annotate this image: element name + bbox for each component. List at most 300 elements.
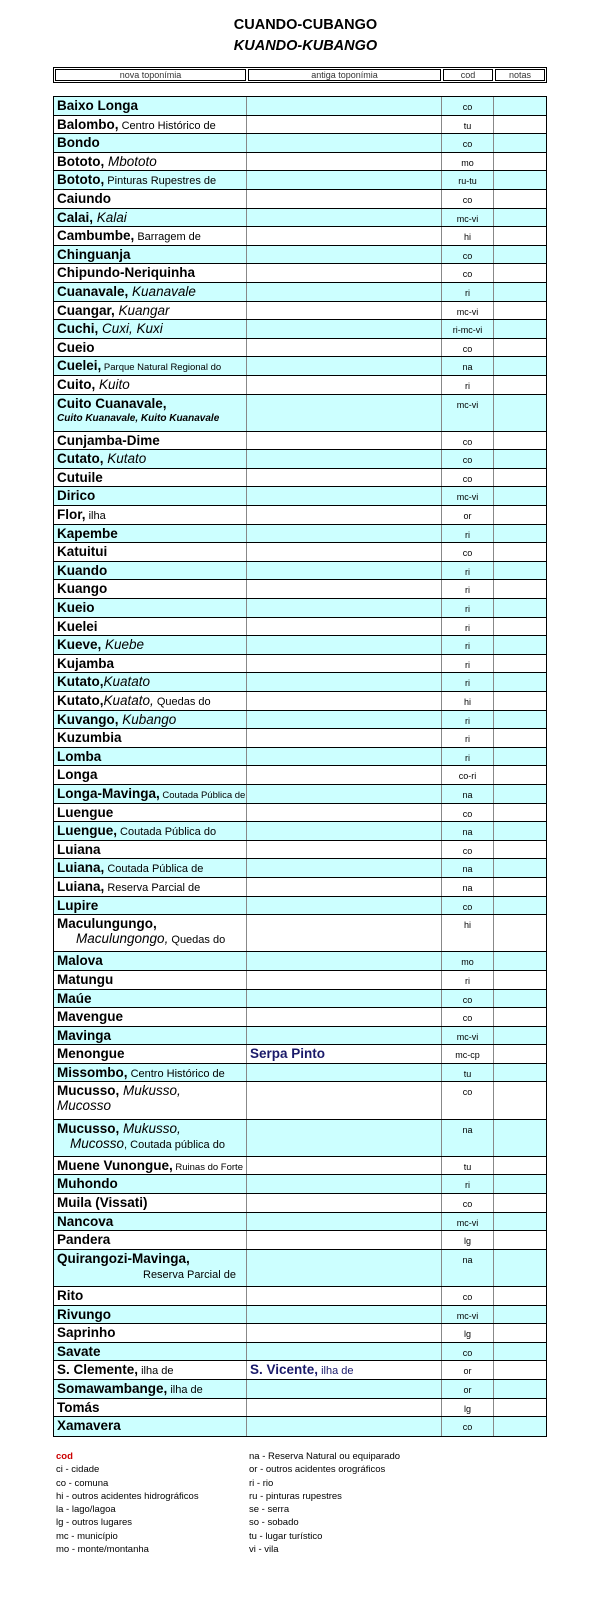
- legend-entry: co - comuna: [56, 1477, 109, 1489]
- toponym-second-line: [57, 1136, 246, 1151]
- cod-cell: ri: [442, 562, 494, 580]
- toponym-name: Kuzumbia: [57, 730, 122, 746]
- nova-toponimia-cell: [54, 1250, 247, 1286]
- toponym-name: Luiana,: [57, 878, 105, 894]
- cod-cell: co: [442, 264, 494, 282]
- antiga-toponimia-cell: [247, 1157, 442, 1175]
- antiga-toponimia-cell: [247, 543, 442, 561]
- table-row: [54, 97, 546, 116]
- table-row: [54, 1027, 546, 1046]
- antiga-toponimia-cell: [247, 246, 442, 264]
- table-row: [54, 1417, 546, 1436]
- cod-cell: co: [442, 543, 494, 561]
- toponym-second-line: [57, 411, 246, 424]
- nova-toponimia-cell: [54, 636, 247, 654]
- cod-cell: ri: [442, 580, 494, 598]
- cod-cell: co: [442, 190, 494, 208]
- notas-cell: [494, 209, 546, 227]
- toponym-descriptor: Centro Histórico de: [127, 1067, 225, 1080]
- notas-cell: [494, 636, 546, 654]
- nova-toponimia-cell: [54, 1027, 247, 1045]
- toponym-name: Lomba: [57, 748, 102, 764]
- notas-cell: [494, 692, 546, 710]
- antiga-toponimia-cell: [247, 1343, 442, 1361]
- toponym-name: Xamavera: [57, 1418, 121, 1434]
- toponym-name: Maúe: [57, 990, 92, 1006]
- antiga-toponimia-cell: [247, 748, 442, 766]
- table-row: [54, 209, 546, 228]
- cod-cell: mc-vi: [442, 1306, 494, 1324]
- nova-toponimia-cell: [54, 599, 247, 617]
- toponym-variant: Mucosso: [70, 1135, 125, 1151]
- table-row: [54, 1120, 546, 1157]
- notas-cell: [494, 283, 546, 301]
- toponym-descriptor: Centro Histórico de: [118, 119, 216, 132]
- nova-toponimia-cell: [54, 469, 247, 487]
- notas-cell: [494, 971, 546, 989]
- legend-entry: hi - outros acidentes hidrográficos: [56, 1490, 199, 1502]
- toponym-name: Kueio: [57, 600, 95, 616]
- toponym-name: Saprinho: [57, 1325, 116, 1341]
- nova-toponimia-cell: [54, 859, 247, 877]
- nova-toponimia-cell: [54, 897, 247, 915]
- nova-toponimia-cell: [54, 729, 247, 747]
- cod-cell: or: [442, 1361, 494, 1379]
- cod-cell: mo: [442, 952, 494, 970]
- toponym-name: Mucusso,: [57, 1120, 120, 1136]
- antiga-toponimia-cell: [247, 1194, 442, 1212]
- notas-cell: [494, 1120, 546, 1156]
- table-row: [54, 153, 546, 172]
- antiga-toponimia-cell: [247, 841, 442, 859]
- cod-cell: co: [442, 897, 494, 915]
- cod-cell: ri: [442, 599, 494, 617]
- table-row: [54, 1380, 546, 1399]
- toponym-name: Chipundo-Neriquinha: [57, 265, 195, 281]
- table-row: [54, 1082, 546, 1119]
- table-row: [54, 878, 546, 897]
- notas-cell: [494, 376, 546, 394]
- antiga-toponimia-cell: [247, 376, 442, 394]
- nova-toponimia-cell: [54, 1157, 247, 1175]
- cod-cell: ri: [442, 729, 494, 747]
- nova-toponimia-cell: [54, 990, 247, 1008]
- toponym-descriptor: Barragem de: [134, 231, 201, 244]
- antiga-toponimia-cell: [247, 878, 442, 896]
- cod-cell: na: [442, 1250, 494, 1286]
- table-row: [54, 859, 546, 878]
- cod-cell: co: [442, 1082, 494, 1118]
- cod-cell: co: [442, 339, 494, 357]
- notas-cell: [494, 785, 546, 803]
- nova-toponimia-cell: [54, 1417, 247, 1436]
- table-row: [54, 618, 546, 637]
- table-row: [54, 1064, 546, 1083]
- antiga-toponimia-cell: [247, 469, 442, 487]
- nova-toponimia-cell: [54, 1008, 247, 1026]
- cod-cell: ri: [442, 618, 494, 636]
- toponym-variant: Maculungongo,: [76, 931, 169, 947]
- legend-heading: cod: [56, 1451, 73, 1462]
- toponym-variant: Kuanavale: [128, 283, 196, 299]
- cod-cell: na: [442, 822, 494, 840]
- page-subtitle: KUANDO-KUBANGO: [233, 38, 378, 54]
- antiga-toponimia-cell: [247, 1306, 442, 1324]
- table-row: [54, 1306, 546, 1325]
- toponym-variant: Mbototo: [104, 153, 157, 169]
- toponym-descriptor: ilha de: [167, 1383, 203, 1396]
- notas-cell: [494, 487, 546, 505]
- nova-toponimia-cell: [54, 822, 247, 840]
- nova-toponimia-cell: [54, 283, 247, 301]
- cod-cell: ru-tu: [442, 171, 494, 189]
- toponym-name: Cueio: [57, 339, 95, 355]
- toponym-name: Kapembe: [57, 525, 118, 541]
- nova-toponimia-cell: [54, 1120, 247, 1156]
- cod-cell: ri: [442, 525, 494, 543]
- cod-cell: lg: [442, 1399, 494, 1417]
- nova-toponimia-cell: [54, 320, 247, 338]
- toponym-name: Matungu: [57, 971, 114, 987]
- toponym-name: Luiana,: [57, 860, 105, 876]
- notas-cell: [494, 878, 546, 896]
- nova-toponimia-cell: [54, 1361, 247, 1379]
- toponym-name: Cuito,: [57, 376, 96, 392]
- antiga-toponimia-cell: [247, 357, 442, 375]
- toponym-name: Dirico: [57, 488, 96, 504]
- nova-toponimia-cell: [54, 376, 247, 394]
- nova-toponimia-cell: [54, 562, 247, 580]
- toponym-name: Somawambange,: [57, 1380, 168, 1396]
- cod-cell: tu: [442, 1064, 494, 1082]
- toponym-name: Kutato,: [57, 674, 104, 690]
- toponym-name: Kuvango,: [57, 711, 119, 727]
- legend-entry: lg - outros lugares: [56, 1517, 133, 1529]
- notas-cell: [494, 673, 546, 691]
- cod-cell: hi: [442, 227, 494, 245]
- nova-toponimia-cell: [54, 1287, 247, 1305]
- antiga-toponimia-cell: [247, 1175, 442, 1193]
- old-toponym: Serpa Pinto: [250, 1046, 326, 1062]
- toponym-name: Kujamba: [57, 655, 115, 671]
- cod-cell: mo: [442, 153, 494, 171]
- antiga-toponimia-cell: [247, 636, 442, 654]
- header-nova-toponimia: nova toponímia: [55, 69, 246, 81]
- notas-cell: [494, 1194, 546, 1212]
- antiga-toponimia-cell: [247, 116, 442, 134]
- antiga-toponimia-cell: [247, 209, 442, 227]
- antiga-toponimia-cell: [247, 506, 442, 524]
- toponym-variant: Kalai: [93, 209, 127, 225]
- antiga-toponimia-cell: [247, 320, 442, 338]
- notas-cell: [494, 339, 546, 357]
- cod-cell: mc-vi: [442, 1027, 494, 1045]
- table-row: [54, 636, 546, 655]
- cod-cell: co: [442, 469, 494, 487]
- table-row: [54, 971, 546, 990]
- notas-cell: [494, 116, 546, 134]
- table-row: [54, 1250, 546, 1287]
- nova-toponimia-cell: [54, 227, 247, 245]
- nova-toponimia-cell: [54, 952, 247, 970]
- notas-cell: [494, 1287, 546, 1305]
- notas-cell: [494, 1231, 546, 1249]
- table-header: [53, 67, 547, 83]
- antiga-toponimia-cell: [247, 971, 442, 989]
- table-row: [54, 246, 546, 265]
- legend-entry: ci - cidade: [56, 1464, 100, 1476]
- notas-cell: [494, 469, 546, 487]
- cod-cell: hi: [442, 915, 494, 951]
- table-row: [54, 1175, 546, 1194]
- antiga-toponimia-cell: [247, 1324, 442, 1342]
- antiga-toponimia-cell: [247, 450, 442, 468]
- toponym-name: Rito: [57, 1288, 84, 1303]
- toponym-descriptor: Coutada Pública de: [104, 863, 204, 876]
- notas-cell: [494, 246, 546, 264]
- nova-toponimia-cell: [54, 1194, 247, 1212]
- antiga-toponimia-cell: [247, 1120, 442, 1156]
- table-row: [54, 357, 546, 376]
- nova-toponimia-cell: [54, 804, 247, 822]
- toponym-name: S. Clemente,: [57, 1362, 139, 1378]
- table-row: [54, 264, 546, 283]
- toponym-name: Missombo,: [57, 1064, 128, 1080]
- antiga-toponimia-cell: [247, 562, 442, 580]
- cod-cell: co: [442, 990, 494, 1008]
- legend-entry: mc - município: [56, 1530, 118, 1542]
- notas-cell: [494, 1324, 546, 1342]
- notas-cell: [494, 990, 546, 1008]
- legend-entry: na - Reserva Natural ou equiparado: [249, 1451, 401, 1462]
- toponym-descriptor: Quedas do: [153, 696, 211, 708]
- toponym-variant: Mucosso: [57, 1098, 112, 1114]
- antiga-toponimia-cell: [247, 1231, 442, 1249]
- nova-toponimia-cell: [54, 487, 247, 505]
- antiga-toponimia-cell: [247, 804, 442, 822]
- antiga-toponimia-cell: [247, 1082, 442, 1118]
- cod-cell: ri: [442, 636, 494, 654]
- antiga-toponimia-cell: [247, 859, 442, 877]
- table-row: [54, 116, 546, 135]
- table-row: [54, 822, 546, 841]
- toponym-name: Mavinga: [57, 1027, 112, 1043]
- toponym-descriptor: Ruinas do Forte: [172, 1161, 243, 1173]
- table-row: [54, 655, 546, 674]
- nova-toponimia-cell: [54, 1343, 247, 1361]
- antiga-toponimia-cell: [247, 1399, 442, 1417]
- notas-cell: [494, 171, 546, 189]
- nova-toponimia-cell: [54, 171, 247, 189]
- antiga-toponimia-cell: [247, 283, 442, 301]
- antiga-toponimia-cell: [247, 395, 442, 431]
- notas-cell: [494, 97, 546, 115]
- cod-cell: na: [442, 785, 494, 803]
- legend-entry: se - serra: [249, 1504, 290, 1516]
- antiga-toponimia-cell: [247, 1027, 442, 1045]
- table-row: [54, 1194, 546, 1213]
- nova-toponimia-cell: [54, 209, 247, 227]
- page-title: CUANDO-CUBANGO: [233, 17, 378, 33]
- notas-cell: [494, 1082, 546, 1118]
- notas-cell: [494, 766, 546, 784]
- cod-cell: na: [442, 357, 494, 375]
- cod-cell: hi: [442, 692, 494, 710]
- nova-toponimia-cell: [54, 711, 247, 729]
- toponym-name: Cuanavale,: [57, 283, 129, 299]
- table-row: [54, 952, 546, 971]
- notas-cell: [494, 859, 546, 877]
- table-row: [54, 376, 546, 395]
- antiga-toponimia-cell: [247, 97, 442, 115]
- cod-cell: co: [442, 1287, 494, 1305]
- cod-cell: ri: [442, 711, 494, 729]
- table-row: [54, 841, 546, 860]
- antiga-toponimia-cell: [247, 692, 442, 710]
- toponym-name: Kueve,: [57, 637, 102, 653]
- antiga-toponimia-cell: [247, 134, 442, 152]
- toponym-variant: Kuebe: [101, 637, 145, 653]
- toponym-name: Cutato,: [57, 451, 104, 467]
- legend-entry: or - outros acidentes orográficos: [249, 1464, 386, 1476]
- table-row: [54, 543, 546, 562]
- cod-cell: ri-mc-vi: [442, 320, 494, 338]
- toponym-name: Tomás: [57, 1399, 100, 1415]
- notas-cell: [494, 1417, 546, 1436]
- nova-toponimia-cell: [54, 1231, 247, 1249]
- cod-cell: mc-vi: [442, 395, 494, 431]
- nova-toponimia-cell: [54, 1380, 247, 1398]
- toponym-name: Luengue: [57, 804, 114, 820]
- cod-cell: mc-vi: [442, 487, 494, 505]
- table-row: [54, 450, 546, 469]
- antiga-toponimia-cell: [247, 1008, 442, 1026]
- nova-toponimia-cell: [54, 618, 247, 636]
- header-cod: cod: [443, 69, 493, 81]
- header-antiga-toponimia: antiga toponímia: [248, 69, 441, 81]
- notas-cell: [494, 227, 546, 245]
- notas-cell: [494, 1399, 546, 1417]
- legend-entry: ru - pinturas rupestres: [249, 1490, 342, 1502]
- antiga-toponimia-cell: [247, 729, 442, 747]
- nova-toponimia-cell: [54, 673, 247, 691]
- nova-toponimia-cell: [54, 655, 247, 673]
- nova-toponimia-cell: [54, 692, 247, 710]
- toponym-descriptor: Parque Natural Regional do: [101, 362, 222, 374]
- antiga-toponimia-cell: [247, 153, 442, 171]
- table-row: [54, 1045, 546, 1064]
- toponym-name: Bototo,: [57, 172, 105, 188]
- notas-cell: [494, 580, 546, 598]
- cod-cell: na: [442, 878, 494, 896]
- cod-cell: ri: [442, 1175, 494, 1193]
- cod-cell: ri: [442, 971, 494, 989]
- cod-cell: co-ri: [442, 766, 494, 784]
- toponym-table: [53, 96, 547, 1437]
- antiga-toponimia-cell: [247, 785, 442, 803]
- toponym-name: Kuango: [57, 581, 108, 597]
- notas-cell: [494, 1175, 546, 1193]
- toponym-name: Kuelei: [57, 618, 98, 634]
- legend-entry: so - sobado: [249, 1517, 299, 1529]
- toponym-name: Flor,: [57, 507, 86, 523]
- toponym-name: Cuchi,: [57, 321, 99, 337]
- notas-cell: [494, 1157, 546, 1175]
- table-row: [54, 302, 546, 321]
- legend-right-column: [249, 1450, 469, 1556]
- notas-cell: [494, 264, 546, 282]
- nova-toponimia-cell: [54, 1045, 247, 1063]
- cod-cell: mc-vi: [442, 209, 494, 227]
- cod-cell: co: [442, 432, 494, 450]
- toponym-second-line: [57, 1098, 246, 1113]
- antiga-toponimia-cell: [247, 655, 442, 673]
- nova-toponimia-cell: [54, 543, 247, 561]
- notas-cell: [494, 450, 546, 468]
- table-row: [54, 1343, 546, 1362]
- toponym-variant: Kubango: [118, 711, 177, 727]
- table-row: [54, 1008, 546, 1027]
- nova-toponimia-cell: [54, 97, 247, 115]
- toponym-name: Katuitui: [57, 544, 108, 560]
- cod-cell: co: [442, 97, 494, 115]
- table-row: [54, 785, 546, 804]
- notas-cell: [494, 1380, 546, 1398]
- nova-toponimia-cell: [54, 785, 247, 803]
- nova-toponimia-cell: [54, 395, 247, 431]
- table-row: [54, 711, 546, 730]
- toponym-name: Longa-Mavinga,: [57, 785, 160, 801]
- antiga-toponimia-cell: [247, 1380, 442, 1398]
- notas-cell: [494, 841, 546, 859]
- legend-entry: la - lago/lagoa: [56, 1504, 116, 1516]
- nova-toponimia-cell: [54, 246, 247, 264]
- notas-cell: [494, 748, 546, 766]
- table-row: [54, 1399, 546, 1418]
- table-row: [54, 320, 546, 339]
- toponym-descriptor: Reserva Parcial de: [143, 1268, 236, 1281]
- notas-cell: [494, 562, 546, 580]
- table-row: [54, 134, 546, 153]
- table-row: [54, 766, 546, 785]
- antiga-toponimia-cell: [247, 711, 442, 729]
- table-row: [54, 190, 546, 209]
- nova-toponimia-cell: [54, 302, 247, 320]
- toponym-name: Muhondo: [57, 1176, 118, 1192]
- table-row: [54, 283, 546, 302]
- toponym-variant: Kuangar: [114, 302, 170, 318]
- antiga-toponimia-cell: [247, 487, 442, 505]
- cod-cell: mc-vi: [442, 1213, 494, 1231]
- table-row: [54, 1361, 546, 1380]
- cod-cell: ri: [442, 655, 494, 673]
- toponym-name: Chinguanja: [57, 246, 131, 262]
- cod-cell: mc-vi: [442, 302, 494, 320]
- notas-cell: [494, 525, 546, 543]
- cod-cell: co: [442, 450, 494, 468]
- toponym-name: Cuito Cuanavale,: [57, 395, 167, 411]
- table-row: [54, 580, 546, 599]
- antiga-toponimia-cell: [247, 1045, 442, 1063]
- toponym-second-line: [57, 1266, 246, 1281]
- notas-cell: [494, 897, 546, 915]
- table-row: [54, 915, 546, 952]
- table-row: [54, 897, 546, 916]
- antiga-toponimia-cell: [247, 990, 442, 1008]
- cod-cell: or: [442, 1380, 494, 1398]
- notas-cell: [494, 1008, 546, 1026]
- toponym-descriptor: Reserva Parcial de: [104, 881, 201, 894]
